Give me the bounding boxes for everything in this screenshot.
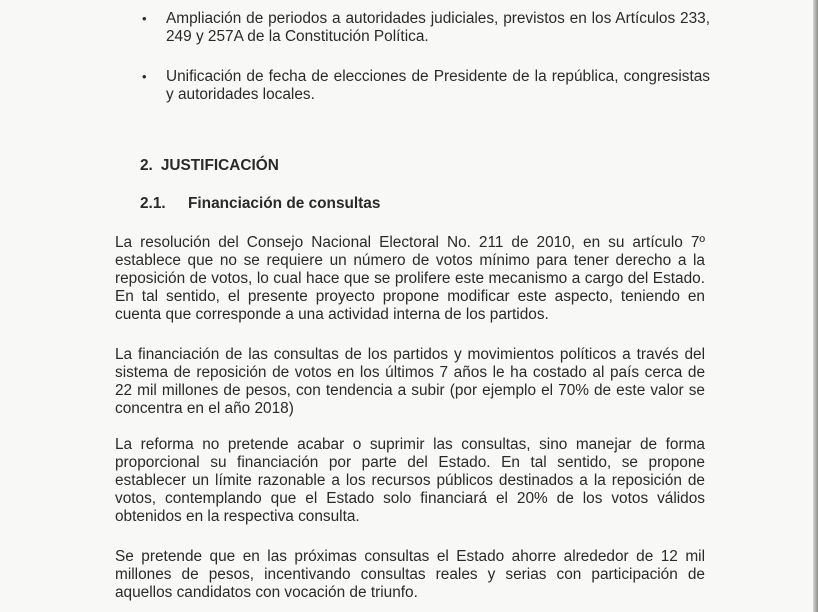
bullet-text: Ampliación de periodos a autoridades judiciales, previstos en los Artículos 233, 249 y 257A de la Constitución Política. <box>166 10 710 45</box>
section-title: JUSTIFICACIÓN <box>160 157 279 174</box>
bullet-list <box>140 10 710 126</box>
section-number: 2. <box>140 157 153 174</box>
bullet-item <box>140 68 710 104</box>
paragraph: La resolución del Consejo Nacional Electoral No. 211 de 2010, en su artículo 7º establece que no se requiere un número de votos mínimo para tener derecho a la reposición de votos, lo cual hace que se prolifere este mecanismo a cargo del Estado. En tal sentido, el presente proyecto propone modificar este aspecto, teniendo en cuenta que corresponde a una actividad interna de los partidos. <box>115 234 705 323</box>
bullet-icon: • <box>142 69 147 84</box>
subsection-title: Financiación de consultas <box>188 195 381 212</box>
section-heading <box>140 157 279 175</box>
paragraph: La reforma no pretende acabar o suprimir las consultas, sino manejar de forma proporcional su financiación por parte del Estado. En tal sentido, se propone establecer un límite razonable a los recursos públicos destinados a la reposición de votos, contemplando que el Estado solo financiará el 20% de los votos válidos obtenidos en la respectiva consulta. <box>115 436 705 525</box>
subsection-number: 2.1. <box>140 195 166 212</box>
paragraph: La financiación de las consultas de los partidos y movimientos políticos a través del sistema de reposición de votos en los últimos 7 años le ha costado al país cerca de 22 mil millones de pesos, con tendencia a subir (por ejemplo el 70% de este valor se concentra en el año 2018) <box>115 346 705 417</box>
page-edge-shadow <box>813 0 818 612</box>
bullet-text: Unificación de fecha de elecciones de Presidente de la república, congresistas y autoridades locales. <box>166 68 710 103</box>
paragraph: Se pretende que en las próximas consultas el Estado ahorre alrededor de 12 mil millones de pesos, incentivando consultas reales y serias con participación de aquellos candidatos con vocación de triunfo. <box>115 548 705 601</box>
subsection-heading <box>140 195 380 213</box>
bullet-item <box>140 10 710 46</box>
bullet-icon: • <box>142 11 147 26</box>
